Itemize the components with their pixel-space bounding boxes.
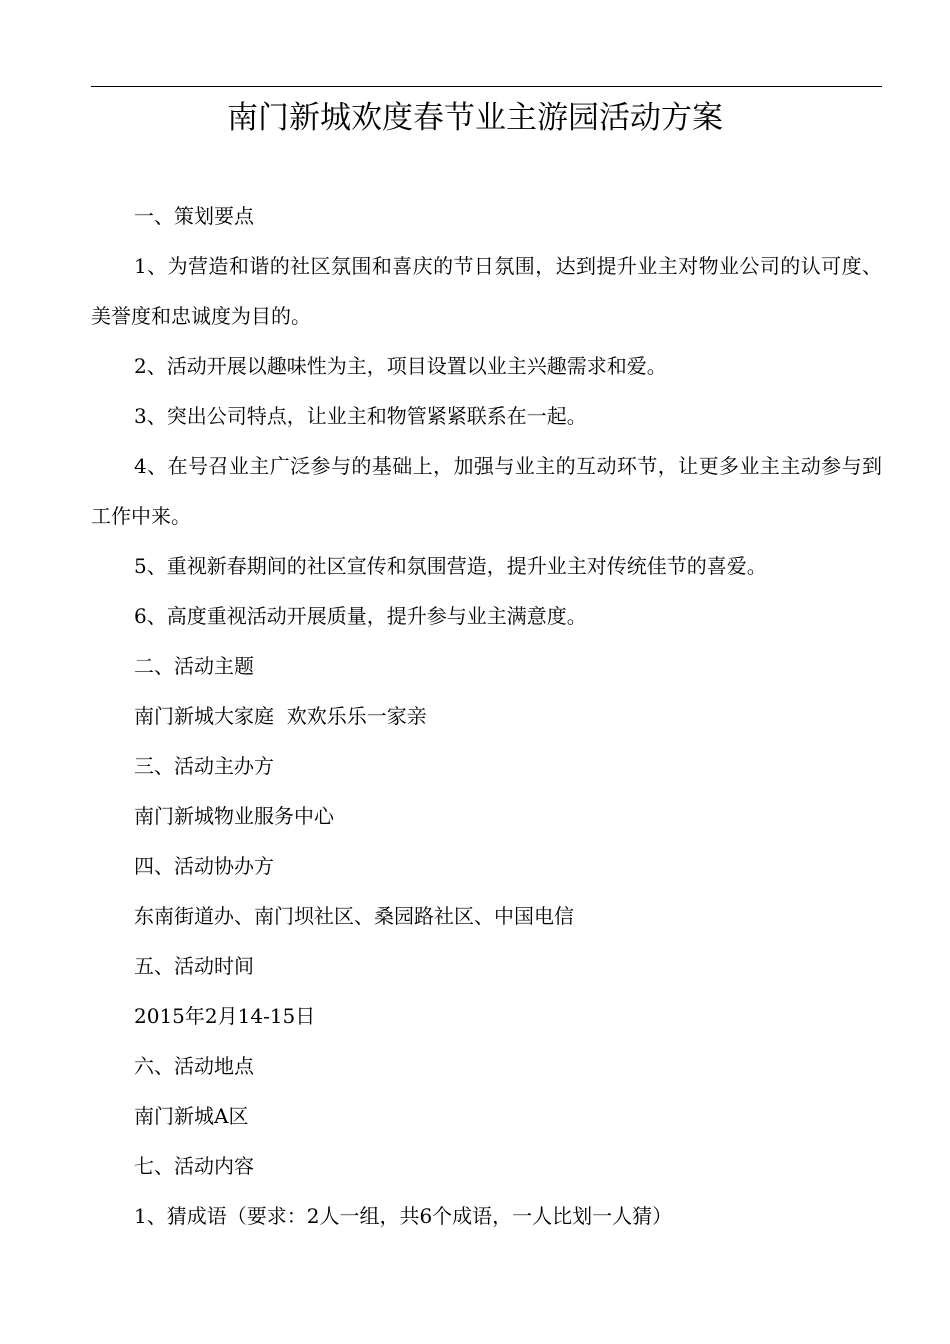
- paragraph-point-6: 6、高度重视活动开展质量，提升参与业主满意度。: [134, 604, 587, 628]
- content-item-1: 1、猜成语（要求：2人一组，共6个成语，一人比划一人猜）: [134, 1204, 673, 1228]
- paragraph-point-5: 5、重视新春期间的社区宣传和氛围营造，提升业主对传统佳节的喜爱。: [134, 554, 767, 578]
- section-heading-planning: 一、策划要点: [134, 204, 254, 228]
- header-rule: [91, 86, 882, 87]
- document-body: [91, 191, 882, 1241]
- organizer-text: 南门新城物业服务中心: [134, 804, 334, 828]
- section-heading-theme: 二、活动主题: [134, 654, 254, 678]
- section-heading-organizer: 三、活动主办方: [134, 754, 274, 778]
- section-heading-time: 五、活动时间: [134, 954, 254, 978]
- time-text: 2015年2月14-15日: [134, 1004, 316, 1028]
- document-title: 南门新城欢度春节业主游园活动方案: [227, 100, 723, 136]
- theme-text: 南门新城大家庭 欢欢乐乐一家亲: [134, 704, 427, 728]
- paragraph-point-3: 3、突出公司特点，让业主和物管紧紧联系在一起。: [134, 404, 587, 428]
- paragraph-point-4: 4、在号召业主广泛参与的基础上，加强与业主的互动环节，让更多业主主动参与到工作中来。: [91, 454, 882, 528]
- paragraph-point-2: 2、活动开展以趣味性为主，项目设置以业主兴趣需求和爱。: [134, 354, 667, 378]
- section-heading-co-organizer: 四、活动协办方: [134, 854, 274, 878]
- location-text: 南门新城A区: [134, 1104, 249, 1128]
- co-organizer-text: 东南街道办、南门坝社区、桑园路社区、中国电信: [134, 904, 574, 928]
- paragraph-point-1: 1、为营造和谐的社区氛围和喜庆的节日氛围，达到提升业主对物业公司的认可度、美誉度和忠诚度为目的。: [91, 254, 882, 328]
- section-heading-location: 六、活动地点: [134, 1054, 254, 1078]
- section-heading-content: 七、活动内容: [134, 1154, 254, 1178]
